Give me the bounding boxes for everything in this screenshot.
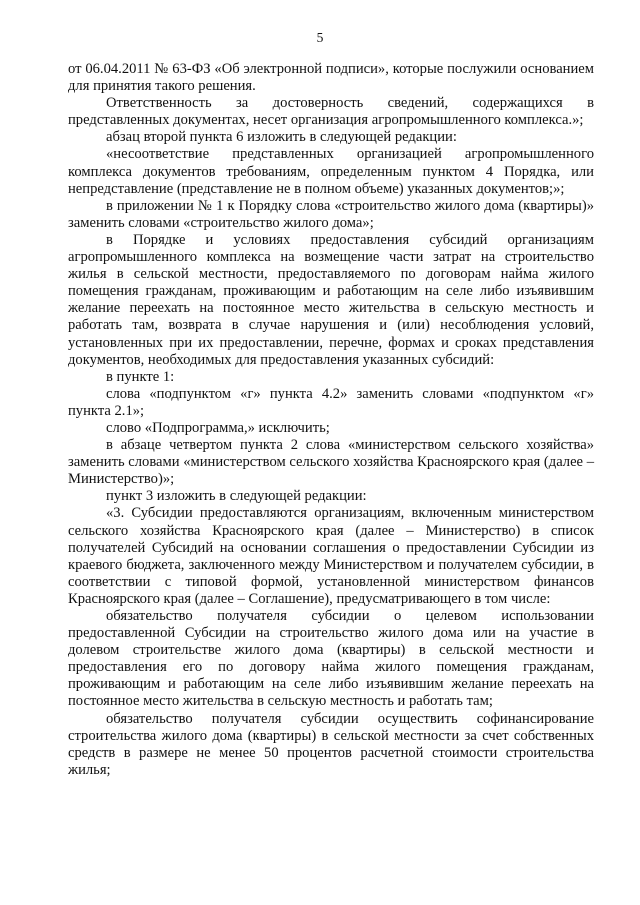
paragraph-14: обязательство получателя субсидии осуществить софинансирование строительства жилого дома (квартиры) в сельской местности за счет собственных средств в размере не менее 50 процентов расчетной стоимости строительства жилья;	[68, 710, 594, 778]
paragraph-5: в приложении № 1 к Порядку слова «строительство жилого дома (квартиры)» заменить словами «строительство жилого дома»;	[68, 197, 594, 231]
paragraph-9: слово «Подпрограмма,» исключить;	[106, 419, 330, 436]
document-body	[68, 61, 594, 779]
paragraph-1: от 06.04.2011 № 63-ФЗ «Об электронной подписи», которые послужили основанием для принятия такого решения.	[68, 61, 594, 95]
paragraph-7: в пункте 1:	[106, 368, 175, 385]
paragraph-12: «3. Субсидии предоставляются организациям, включенным министерством сельского хозяйства Красноярского края (далее – Министерство) в список получателей Субсидий на основании соглашения о предоставлении Субсидии из краевого бюджета, заключенного между Министерством и получателем субсидии, в соответствии с типовой формой, установленной министерством финансов Красноярского края (далее – Соглашение), предусматривающего в том числе:	[68, 505, 594, 607]
paragraph-6: в Порядке и условиях предоставления субсидий организациям агропромышленного комплекса на возмещение части затрат на строительство жилья в сельской местности, предоставляемого по договорам найма жилого помещения гражданам, проживающим и работающим на селе либо изъявившим желание переехать на постоянное место жительства в сельскую местность и работать там, возврата в случае нарушения и (или) несоблюдения условий, установленных при их предоставлении, перечне, формах и сроках представления документов, необходимых для предоставления указанных субсидий:	[68, 231, 594, 368]
paragraph-13: обязательство получателя субсидии о целевом использовании предоставленной Субсидии на строительство жилого дома или на участие в долевом строительстве жилого дома (квартиры) в сельской местности и предоставления его по договору найма жилого помещения гражданам, проживающим и работающим на селе либо изъявившим желание переехать на постоянное место жительства в сельскую местность и работать там;	[68, 608, 594, 710]
paragraph-8: слова «подпунктом «г» пункта 4.2» заменить словами «подпунктом «г» пункта 2.1»;	[68, 385, 594, 419]
paragraph-10: в абзаце четвертом пункта 2 слова «министерством сельского хозяйства» заменить словами «министерством сельского хозяйства Красноярского края (далее – Министерство)»;	[68, 437, 594, 488]
paragraph-3: абзац второй пункта 6 изложить в следующей редакции:	[106, 129, 457, 146]
page-number: 5	[316, 30, 324, 45]
paragraph-2: Ответственность за достоверность сведений, содержащихся в представленных документах, несет организация агропромышленного комплекса.»;	[68, 95, 594, 129]
paragraph-4: «несоответствие представленных организацией агропромышленного комплекса документов требованиям, определенным пунктом 4 Порядка, или непредставление (представление не в полном объеме) указанных документов;»;	[68, 146, 594, 197]
paragraph-11: пункт 3 изложить в следующей редакции:	[106, 488, 367, 505]
